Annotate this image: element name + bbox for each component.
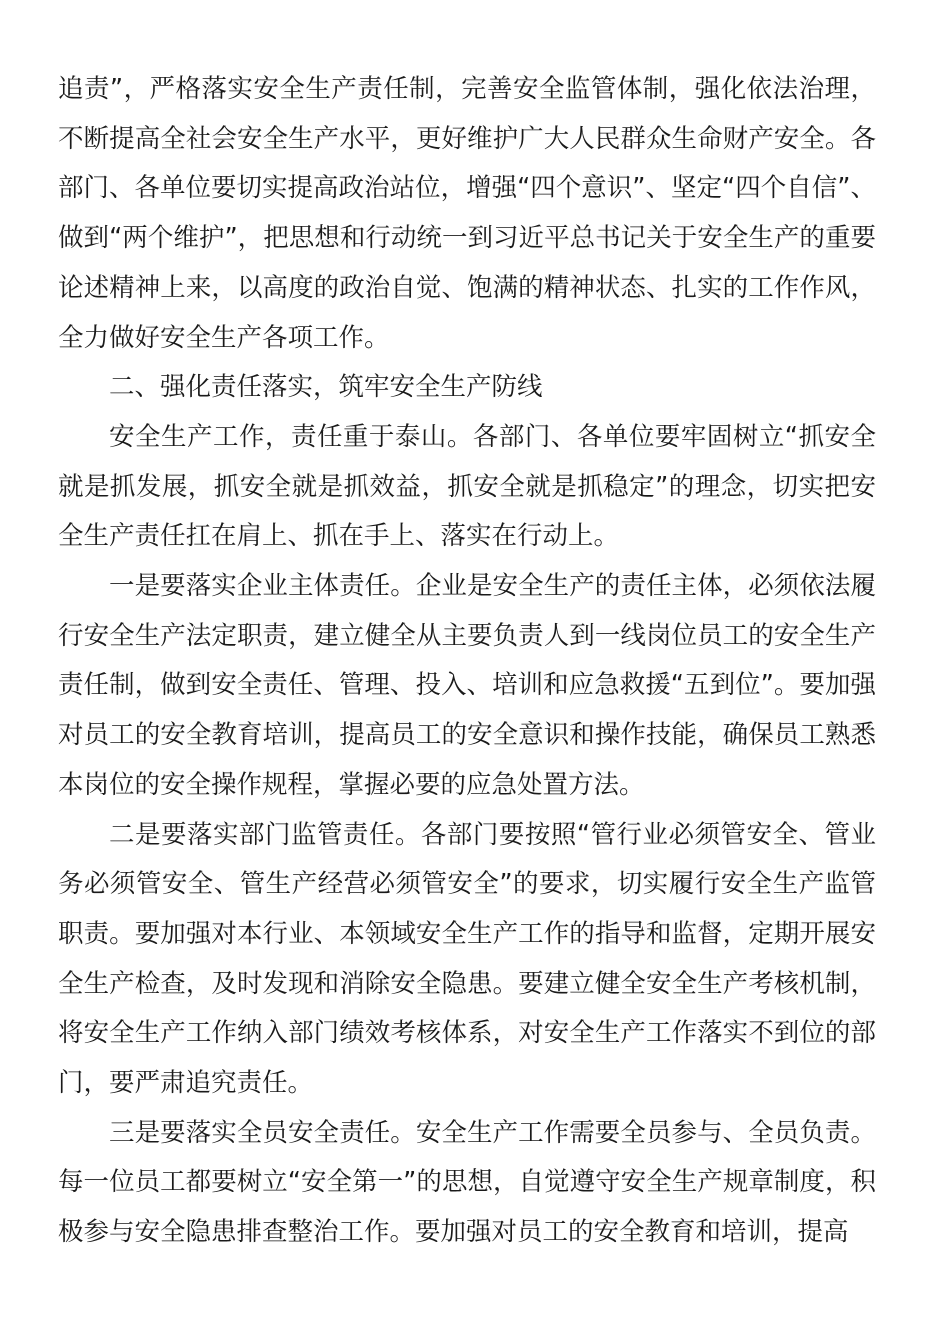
paragraph: 二是要落实部门监管责任。各部门要按照“管行业必须管安全、管业务必须管安全、管生产经营必须管安全”的要求，切实履行安全生产监管职责。要加强对本行业、本领域安全生产工作的指导和监督，定期开展安全生产检查，及时发现和消除安全隐患。要建立健全安全生产考核机制，将安全生产工作纳入部门绩效考核体系，对安全生产工作落实不到位的部门，要严肃追究责任。 [58,819,876,1099]
paragraph: 安全生产工作，责任重于泰山。各部门、各单位要牢固树立“抓安全就是抓发展，抓安全就是抓效益，抓安全就是抓稳定”的理念，切实把安全生产责任扛在肩上、抓在手上、落实在行动上。 [58,421,876,552]
paragraph-continued: 追责”，严格落实安全生产责任制，完善安全监管体制，强化依法治理，不断提高全社会安全生产水平，更好维护广大人民群众生命财产安全。各部门、各单位要切实提高政治站位，增强“四个意识”、坚定“四个自信”、做到“两个维护”，把思想和行动统一到习近平总书记关于安全生产的重要论述精神上来，以高度的政治自觉、饱满的精神状态、扎实的工作作风，全力做好安全生产各项工作。 [58,74,876,353]
paragraph: 一是要落实企业主体责任。企业是安全生产的责任主体，必须依法履行安全生产法定职责，建立健全从主要负责人到一线岗位员工的安全生产责任制，做到安全责任、管理、投入、培训和应急救援“五到位”。要加强对员工的安全教育培训，提高员工的安全意识和操作技能，确保员工熟悉本岗位的安全操作规程，掌握必要的应急处置方法。 [58,571,876,800]
document-page [58,65,876,1258]
paragraph: 三是要落实全员安全责任。安全生产工作需要全员参与、全员负责。每一位员工都要树立“安全第一”的思想，自觉遵守安全生产规章制度，积极参与安全隐患排查整治工作。要加强对员工的安全教育和培训，提高 [58,1117,876,1248]
section-heading: 二、强化责任落实，筑牢安全生产防线 [109,372,543,403]
